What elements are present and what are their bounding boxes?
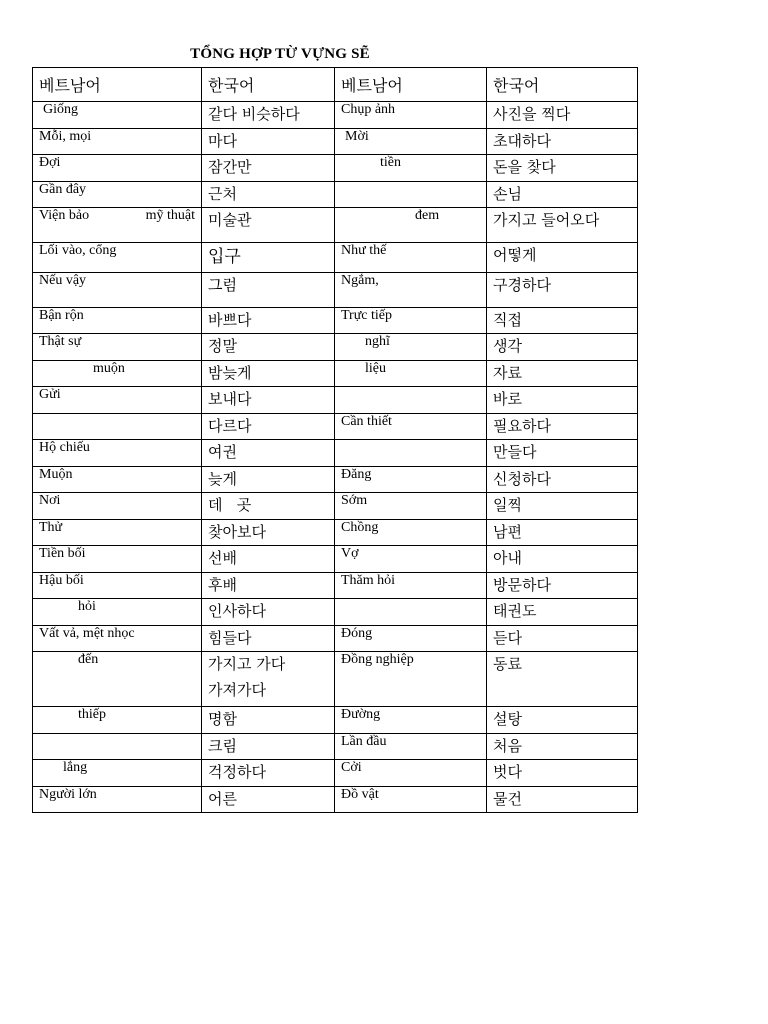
korean-cell: 늦게 [202,466,335,493]
vietnamese-cell: liệu [335,360,487,387]
vietnamese-cell: đem [335,208,487,243]
document-title: TỔNG HỢP TỪ VỰNG SẼ [190,46,370,62]
vietnamese-cell: Hộ chiếu [33,440,202,467]
vietnamese-cell: Lối vào, cổng [33,243,202,273]
vietnamese-cell: Đồng nghiệp [335,652,487,707]
korean-cell: 선배 [202,546,335,573]
korean-cell: 물건 [487,786,638,813]
vietnamese-cell: Sớm [335,493,487,520]
korean-cell: 아내 [487,546,638,573]
table-row [33,440,638,467]
vietnamese-cell: Thử [33,519,202,546]
korean-cell: 생각 [487,334,638,361]
vietnamese-cell: Vợ [335,546,487,573]
table-row [33,546,638,573]
vietnamese-cell: Chụp ảnh [335,102,487,129]
vietnamese-term: Viện bảo [39,208,90,223]
vietnamese-cell: Gần đây [33,181,202,208]
vietnamese-cell: nghĩ [335,334,487,361]
table-row [33,155,638,182]
table-row [33,360,638,387]
vietnamese-cell: Đợi [33,155,202,182]
korean-cell: 정말 [202,334,335,361]
korean-cell: 입구 [202,243,335,273]
korean-cell: 후배 [202,572,335,599]
header-korean-1: 한국어 [202,68,335,102]
vietnamese-cell: Thật sự [33,334,202,361]
vietnamese-cell: thiếp [33,707,202,734]
vietnamese-cell: Lần đầu [335,733,487,760]
korean-cell: 바로 [487,387,638,414]
korean-cell [202,652,335,707]
korean-cell: 처음 [487,733,638,760]
korean-term: 가지고 가다 [208,655,286,674]
table-row [33,272,638,307]
korean-cell: 어떻게 [487,243,638,273]
korean-cell: 일찍 [487,493,638,520]
korean-cell: 듣다 [487,625,638,652]
korean-cell: 방문하다 [487,572,638,599]
korean-cell: 어른 [202,786,335,813]
vietnamese-cell: Nơi [33,493,202,520]
vietnamese-cell: Gửi [33,387,202,414]
vietnamese-cell: Vất vả, mệt nhọc [33,625,202,652]
vietnamese-cell: Đóng [335,625,487,652]
vietnamese-cell: Đăng [335,466,487,493]
vietnamese-cell: Đồ vật [335,786,487,813]
vietnamese-cell: Trực tiếp [335,307,487,334]
korean-cell: 만들다 [487,440,638,467]
header-korean-2: 한국어 [487,68,638,102]
vietnamese-cell [335,181,487,208]
korean-cell: 직접 [487,307,638,334]
table-row [33,307,638,334]
korean-cell: 태권도 [487,599,638,626]
vietnamese-term-continued: mỹ thuật [145,208,195,223]
vietnamese-cell [33,413,202,440]
korean-term-alt: 가져가다 [208,680,266,699]
vietnamese-cell: Cởi [335,760,487,787]
korean-cell: 마다 [202,128,335,155]
vietnamese-cell: Đường [335,707,487,734]
vietnamese-cell: Như thế [335,243,487,273]
table-row [33,208,638,243]
korean-cell: 손님 [487,181,638,208]
korean-cell: 찾아보다 [202,519,335,546]
table-row [33,652,638,707]
table-row [33,181,638,208]
vietnamese-cell: Hậu bối [33,572,202,599]
table-row [33,243,638,273]
table-header-row [33,68,638,102]
table-row [33,707,638,734]
table-row [33,760,638,787]
vietnamese-cell: Cần thiết [335,413,487,440]
table-row [33,572,638,599]
korean-cell: 명함 [202,707,335,734]
vietnamese-cell [335,440,487,467]
table-row [33,625,638,652]
korean-cell: 같다 비슷하다 [202,102,335,129]
table-row [33,387,638,414]
vietnamese-cell [335,387,487,414]
table-row [33,334,638,361]
korean-cell: 힘들다 [202,625,335,652]
vietnamese-cell: Chồng [335,519,487,546]
vietnamese-cell [33,733,202,760]
vietnamese-cell: Mỗi, mọi [33,128,202,155]
vietnamese-cell: Thăm hỏi [335,572,487,599]
table-row [33,493,638,520]
korean-cell: 돈을 찾다 [487,155,638,182]
vietnamese-cell: muộn [33,360,202,387]
korean-cell: 초대하다 [487,128,638,155]
korean-cell: 걱정하다 [202,760,335,787]
table-row [33,733,638,760]
korean-cell: 가지고 들어오다 [487,208,638,243]
vietnamese-cell: Nếu vậy [33,272,202,307]
vietnamese-cell: Tiền bối [33,546,202,573]
vietnamese-cell: Người lớn [33,786,202,813]
header-vietnamese-2: 베트남어 [335,68,487,102]
table-row [33,786,638,813]
korean-cell: 바쁘다 [202,307,335,334]
vietnamese-cell: Giống [33,102,202,129]
vocabulary-table [32,67,638,813]
korean-cell: 설탕 [487,707,638,734]
vietnamese-cell: Bận rộn [33,307,202,334]
table-row [33,413,638,440]
vietnamese-cell [335,599,487,626]
korean-cell: 사진을 찍다 [487,102,638,129]
korean-cell: 미술관 [202,208,335,243]
korean-cell: 밤늦게 [202,360,335,387]
korean-cell: 필요하다 [487,413,638,440]
korean-cell: 여권 [202,440,335,467]
table-row [33,466,638,493]
korean-cell: 인사하다 [202,599,335,626]
vietnamese-cell [33,208,202,243]
korean-cell: 크림 [202,733,335,760]
vietnamese-cell: đến [33,652,202,707]
vietnamese-cell: hỏi [33,599,202,626]
korean-cell: 신청하다 [487,466,638,493]
korean-cell: 구경하다 [487,272,638,307]
korean-cell: 자료 [487,360,638,387]
korean-cell: 벗다 [487,760,638,787]
korean-cell: 근처 [202,181,335,208]
korean-cell: 데 곳 [202,493,335,520]
vietnamese-cell: Ngắm, [335,272,487,307]
korean-cell: 동료 [487,652,638,707]
vietnamese-cell: tiền [335,155,487,182]
vietnamese-cell: Mời [335,128,487,155]
korean-cell: 남편 [487,519,638,546]
vietnamese-cell: Muộn [33,466,202,493]
table-row [33,519,638,546]
korean-cell: 보내다 [202,387,335,414]
table-row [33,128,638,155]
header-vietnamese-1: 베트남어 [33,68,202,102]
vietnamese-cell: lắng [33,760,202,787]
korean-cell: 그럼 [202,272,335,307]
table-row [33,102,638,129]
table-row [33,599,638,626]
korean-cell: 잠간만 [202,155,335,182]
korean-cell: 다르다 [202,413,335,440]
